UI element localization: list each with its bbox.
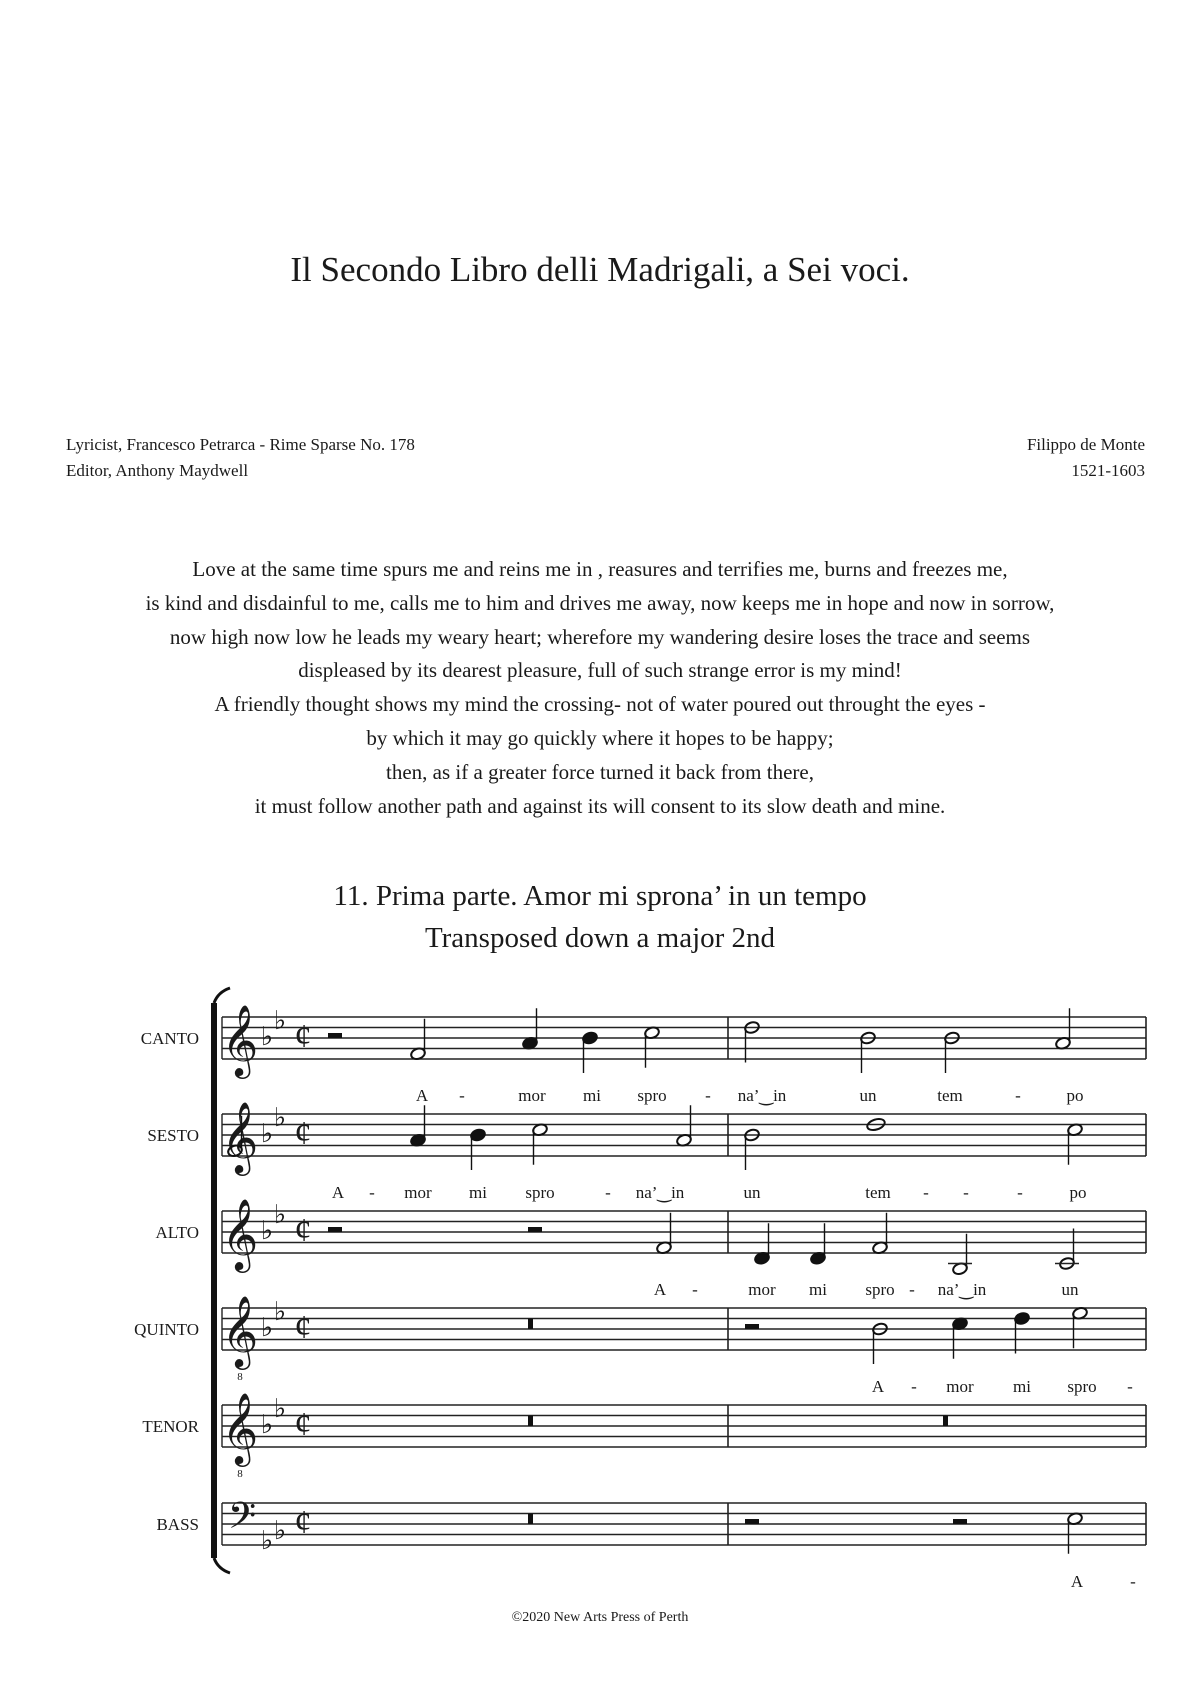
lyric-syllable: - bbox=[923, 1183, 929, 1202]
cut-time-icon: ¢ bbox=[294, 1018, 312, 1055]
lyric-syllable: - bbox=[692, 1280, 698, 1299]
lyric-syllable: - bbox=[1017, 1183, 1023, 1202]
staff-label: CANTO bbox=[140, 1029, 199, 1048]
lyric-syllable: spro bbox=[637, 1086, 667, 1105]
lyricist-credit: Lyricist, Francesco Petrarca - Rime Sparse No. 178 bbox=[66, 435, 415, 454]
breve-rest-icon bbox=[528, 1416, 533, 1427]
poem-line: now high now low he leads my weary heart; wherefore my wandering desire loses the trace and seems bbox=[169, 624, 1031, 649]
flat-icon: ♭ bbox=[273, 1516, 287, 1545]
flat-icon: ♭ bbox=[260, 1119, 274, 1148]
lyric-syllable: - bbox=[459, 1086, 465, 1105]
poem-line: then, as if a greater force turned it back from there, bbox=[386, 759, 814, 784]
lyric-syllable: - bbox=[963, 1183, 969, 1202]
system-bracket-bottom bbox=[214, 1558, 230, 1573]
lyric-syllable: mi bbox=[1013, 1377, 1031, 1396]
poem-line: Love at the same time spurs me and reins me in , reasures and terrifies me, burns and freezes me, bbox=[192, 557, 1008, 581]
lyric-syllable: mi bbox=[469, 1183, 487, 1202]
half-rest-icon bbox=[745, 1324, 759, 1329]
cut-time-icon: ¢ bbox=[294, 1309, 312, 1346]
flat-icon: ♭ bbox=[273, 1006, 287, 1035]
flat-icon: ♭ bbox=[273, 1200, 287, 1229]
lyric-syllable: - bbox=[911, 1377, 917, 1396]
collection-title: Il Secondo Libro delli Madrigali, a Sei voci. bbox=[290, 250, 910, 289]
lyric-syllable: - bbox=[705, 1086, 711, 1105]
lyric-syllable: un bbox=[743, 1183, 761, 1202]
lyric-syllable: A bbox=[415, 1086, 429, 1105]
lyric-syllable: A bbox=[331, 1183, 345, 1202]
lyric-syllable: - bbox=[909, 1280, 915, 1299]
flat-icon: ♭ bbox=[273, 1394, 287, 1423]
composer-dates: 1521-1603 bbox=[1071, 461, 1145, 480]
cut-time-icon: ¢ bbox=[294, 1115, 312, 1152]
poem-line: is kind and disdainful to me, calls me to him and drives me away, now keeps me in hope and now in sorrow, bbox=[145, 590, 1055, 615]
treble-clef-icon: 𝄞 bbox=[221, 1395, 259, 1463]
lyric-syllable: mor bbox=[748, 1280, 776, 1299]
treble-clef-icon: 𝄞 bbox=[221, 1104, 259, 1172]
composer-credit: Filippo de Monte bbox=[1026, 435, 1145, 454]
lyric-syllable: un bbox=[1061, 1280, 1079, 1299]
lyric-syllable: - bbox=[1130, 1572, 1136, 1591]
lyric-syllable: un bbox=[859, 1086, 877, 1105]
breve-rest-icon bbox=[528, 1319, 533, 1330]
lyric-syllable: A bbox=[1070, 1572, 1084, 1591]
poem-line: A friendly thought shows my mind the crossing- not of water poured out throught the eyes - bbox=[214, 692, 986, 717]
cut-time-icon: ¢ bbox=[294, 1504, 312, 1541]
lyric-syllable: - bbox=[605, 1183, 611, 1202]
poem-line: it must follow another path and against its will consent to its slow death and mine. bbox=[254, 793, 946, 818]
copyright-footer: ©2020 New Arts Press of Perth bbox=[511, 1610, 689, 1625]
lyric-syllable: - bbox=[1015, 1086, 1021, 1105]
editor-credit: Editor, Anthony Maydwell bbox=[66, 461, 249, 480]
quarter-note bbox=[470, 1128, 486, 1142]
staff-label: QUINTO bbox=[134, 1320, 199, 1339]
lyric-syllable: mor bbox=[518, 1086, 546, 1105]
lyric-syllable: spro bbox=[1067, 1377, 1097, 1396]
bass-clef-icon: 𝄢 bbox=[227, 1496, 257, 1545]
lyric-syllable: mor bbox=[946, 1377, 974, 1396]
lyric-syllable: mi bbox=[809, 1280, 827, 1299]
breve-rest-icon bbox=[943, 1416, 948, 1427]
piece-title: 11. Prima parte. Amor mi sprona’ in un tempo bbox=[333, 880, 867, 912]
lyric-syllable: mi bbox=[583, 1086, 601, 1105]
lyric-syllable: mor bbox=[404, 1183, 432, 1202]
treble-clef-icon: 𝄞 bbox=[221, 1201, 259, 1269]
poem-line: displeased by its dearest pleasure, full of such strange error is my mind! bbox=[298, 658, 902, 683]
octave-marker: 8 bbox=[237, 1371, 243, 1383]
lyric-syllable: na’‿in bbox=[737, 1086, 787, 1105]
half-rest-icon bbox=[745, 1519, 759, 1524]
flat-icon: ♭ bbox=[260, 1313, 274, 1342]
flat-icon: ♭ bbox=[260, 1216, 274, 1245]
flat-icon: ♭ bbox=[273, 1297, 287, 1326]
octave-marker: 8 bbox=[237, 1468, 243, 1480]
lyric-syllable: na’‿in bbox=[635, 1183, 685, 1202]
staff-label: ALTO bbox=[155, 1223, 199, 1242]
lyric-syllable: spro bbox=[525, 1183, 555, 1202]
lyric-syllable: po bbox=[1069, 1183, 1087, 1202]
half-rest-icon bbox=[328, 1033, 342, 1038]
lyric-syllable: tem bbox=[937, 1086, 963, 1105]
treble-clef-icon: 𝄞 bbox=[221, 1007, 259, 1075]
staff-label: SESTO bbox=[147, 1126, 199, 1145]
staff-label: BASS bbox=[156, 1515, 199, 1534]
cut-time-icon: ¢ bbox=[294, 1406, 312, 1443]
poem-line: by which it may go quickly where it hopes to be happy; bbox=[366, 725, 834, 750]
flat-icon: ♭ bbox=[260, 1022, 274, 1051]
lyric-syllable: A bbox=[871, 1377, 885, 1396]
piece-subtitle: Transposed down a major 2nd bbox=[424, 922, 776, 954]
lyric-syllable: po bbox=[1066, 1086, 1084, 1105]
lyric-syllable: tem bbox=[865, 1183, 891, 1202]
staff-label: TENOR bbox=[142, 1417, 199, 1436]
half-rest-icon bbox=[953, 1519, 967, 1524]
flat-icon: ♭ bbox=[260, 1410, 274, 1439]
half-rest-icon bbox=[328, 1227, 342, 1232]
lyric-syllable: na’‿in bbox=[937, 1280, 987, 1299]
cut-time-icon: ¢ bbox=[294, 1212, 312, 1249]
half-rest-icon bbox=[528, 1227, 542, 1232]
treble-clef-icon: 𝄞 bbox=[221, 1298, 259, 1366]
flat-icon: ♭ bbox=[273, 1103, 287, 1132]
lyric-syllable: spro bbox=[865, 1280, 895, 1299]
lyric-syllable: A bbox=[653, 1280, 667, 1299]
system-bracket-top bbox=[214, 988, 230, 1003]
breve-rest-icon bbox=[528, 1514, 533, 1525]
lyric-syllable: - bbox=[369, 1183, 375, 1202]
lyric-syllable: - bbox=[1127, 1377, 1133, 1396]
quarter-note bbox=[582, 1031, 598, 1045]
flat-icon: ♭ bbox=[260, 1526, 274, 1555]
quarter-note bbox=[1014, 1312, 1030, 1326]
